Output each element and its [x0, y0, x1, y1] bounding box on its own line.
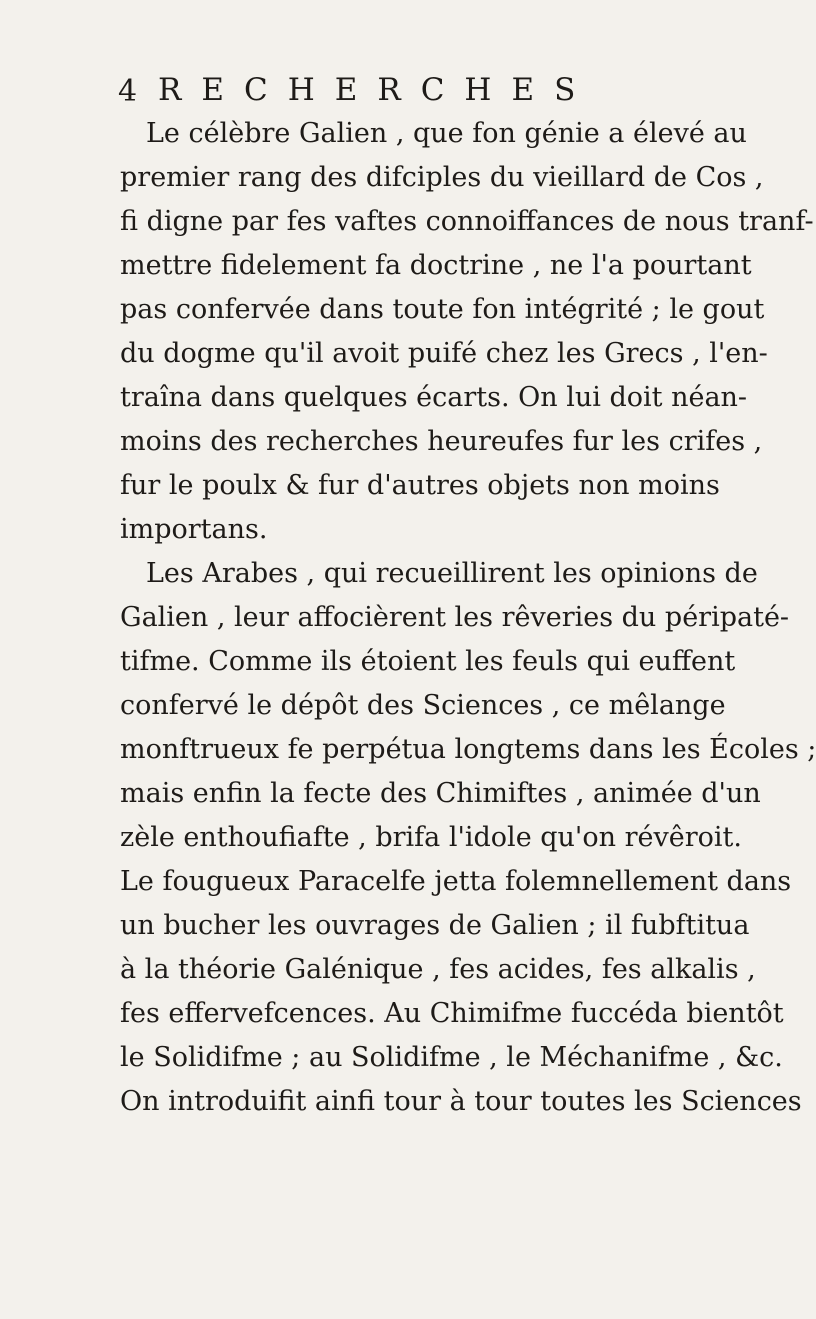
text-line-content: du dogme qu'il avoit puifé chez les Grecs , l'en- [120, 338, 768, 369]
text-line [120, 464, 720, 508]
text-line [120, 816, 742, 860]
text-line-content: moins des recherches heureufes fur les crifes , [120, 426, 763, 457]
page-number: 4 [118, 74, 138, 109]
text-line-content: fes effervefcences. Au Chimifme fuccéda bientôt [120, 998, 784, 1029]
text-line [120, 772, 761, 816]
text-line-content: Galien , leur affocièrent les rêveries du péripaté- [120, 602, 790, 633]
text-line-content: zèle enthoufiafte , brifa l'idole qu'on révêroit. [120, 822, 742, 853]
running-title: RECHERCHES [158, 72, 596, 108]
text-line [120, 508, 710, 552]
text-line-content: fi digne par fes vaftes connoiffances de nous tranf- [120, 206, 814, 237]
text-line-content: traîna dans quelques écarts. On lui doit néan- [120, 382, 748, 413]
text-line [120, 904, 750, 948]
text-line [120, 552, 758, 596]
text-line [120, 332, 768, 376]
text-line-content: un bucher les ouvrages de Galien ; il fubftitua [120, 910, 750, 941]
text-line [120, 420, 763, 464]
text-line-content: confervé le dépôt des Sciences , ce mêlange [120, 690, 726, 721]
text-line-content: mais enfin la fecte des Chimiftes , animée d'un [120, 778, 761, 809]
text-line [120, 156, 764, 200]
text-line [120, 1036, 783, 1080]
page-header [120, 72, 680, 110]
text-line-content: Le célèbre Galien , que fon génie a élevé au [146, 118, 747, 149]
text-line [120, 860, 792, 904]
text-line [120, 728, 816, 772]
text-line-content: mettre fidelement fa doctrine , ne l'a pourtant [120, 250, 752, 281]
text-line [120, 112, 747, 156]
text-line [120, 684, 726, 728]
text-line-content: tifme. Comme ils étoient les feuls qui euffent [120, 646, 736, 677]
text-line [120, 992, 784, 1036]
text-line-content: à la théorie Galénique , fes acides, fes alkalis , [120, 954, 756, 985]
text-line [120, 1080, 802, 1124]
text-line-content: fur le poulx & fur d'autres objets non moins [120, 470, 720, 501]
text-line-content: Les Arabes , qui recueillirent les opinions de [146, 558, 758, 589]
text-line-content: premier rang des difciples du vieillard de Cos , [120, 162, 764, 193]
text-line [120, 244, 752, 288]
text-line [120, 288, 765, 332]
text-line [120, 640, 736, 684]
text-line [120, 200, 814, 244]
text-line-content: On introduifit ainfi tour à tour toutes les Sciences [120, 1086, 802, 1117]
text-line [120, 596, 790, 640]
body-text [120, 112, 816, 1124]
text-line-content: le Solidifme ; au Solidifme , le Méchanifme , &c. [120, 1042, 783, 1073]
text-line-content: importans. [120, 514, 268, 545]
text-line [120, 948, 756, 992]
text-line-content: pas confervée dans toute fon intégrité ; le gout [120, 294, 765, 325]
text-line-content: Le fougueux Paracelfe jetta folemnellement dans [120, 866, 792, 897]
text-line [120, 376, 748, 420]
text-line-content: monftrueux fe perpétua longtems dans les Écoles ; [120, 734, 816, 765]
